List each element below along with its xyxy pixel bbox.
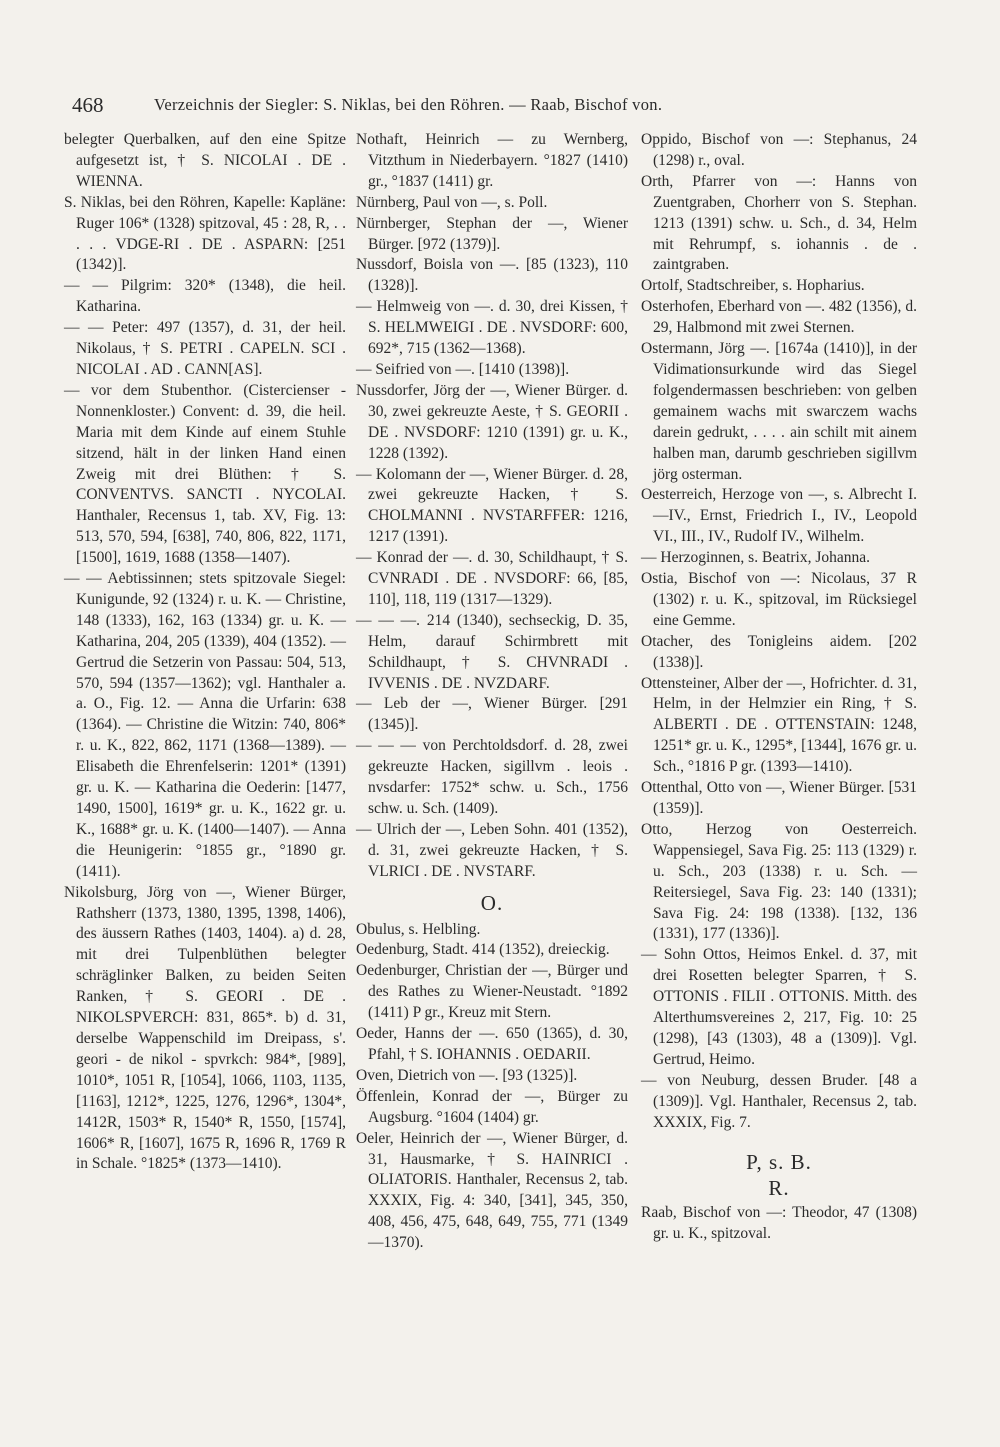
entry: Ottensteiner, Alber der —, Hofrichter. d. 31, Helm, in der Helmzier ein Ring, † S. ALBERTI . DE . OTTENSTAIN: 1248, 1251* gr. u. K., 1295*, [1344], 1676 gr. u. Sch., °1816 P gr. (1393—1410). <box>641 674 917 776</box>
entry: — Ulrich der —, Leben Sohn. 401 (1352), d. 31, zwei gekreuzte Hacken, † S. VLRICI . DE . NVSTARF. <box>356 820 628 880</box>
entry: Oeder, Hanns der —. 650 (1365), d. 30, Pfahl, † S. IOHANNIS . OEDARII. <box>356 1025 628 1063</box>
entry: Ottenthal, Otto von —, Wiener Bürger. [531 (1359)]. <box>641 779 917 817</box>
entry: Raab, Bischof von —: Theodor, 47 (1308) gr. u. K., spitzoval. <box>641 1204 917 1243</box>
entry: Osterhofen, Eberhard von —. 482 (1356), d. 29, Halbmond mit zwei Sternen. <box>641 298 917 337</box>
running-title: Verzeichnis der Siegler: S. Niklas, bei den Röhren. — Raab, Bischof von. <box>154 95 663 114</box>
entry: Otacher, des Tonigleins aidem. [202 (1338)]. <box>641 632 917 671</box>
section-heading: O. <box>480 890 504 915</box>
section-heading: R. <box>768 1176 790 1201</box>
page-number: 468 <box>72 93 104 117</box>
entry: — Konrad der —. d. 30, Schildhaupt, † S. CVNRADI . DE . NVSDORF: 66, [85, 110], 118, 119 (1317—1329). <box>356 549 628 608</box>
entry: Oedenburg, Stadt. 414 (1352), dreieckig. <box>356 941 610 959</box>
entry: — Leb der —, Wiener Bürger. [291 (1345)]. <box>356 695 628 734</box>
entry: — Kolomann der —, Wiener Bürger. d. 28, zwei gekreuzte Hacken, † S. CHOLMANNI . NVSTARFFER: 1216, 1217 (1391). <box>356 465 628 546</box>
entry: — — Aebtissinnen; stets spitzovale Siegel: Kunigunde, 92 (1324) r. u. K. — Christine, 148 (1333), 162, 163 (1334) gr. u. K. — Katharina, 204, 205 (1339), 404 (1352). — Gertrud die Setzerin von Passau: 504, 513, 570, 594 (1357—1362); vgl. Hanthaler a. a. O., Fig. 12. — Anna die Urfarin: 638 (1364). — Christine die Witzin: 740, 806* r. u. K., 822, 862, 1171 (1368—1389). — Elisabeth die Ehrenfelserin: 1201* (1391) gr. u. K. — Katharina die Oederin: [1477, 1490, 1500], 1619* gr. u. K., 1622 gr. u. K., 1688* gr. u. K. (1400—1407). — Anna die Heunigerin: °1855 gr., °1890 gr. (1411). <box>64 570 346 880</box>
column-right <box>641 130 917 1245</box>
entry: S. Niklas, bei den Röhren, Kapelle: Kapläne: Ruger 106* (1328) spitzoval, 45 : 28, R, . . . . . VDGE-RI . DE . ASPARN: [251 (1342)]. <box>64 193 346 274</box>
entry: Obulus, s. Helbling. <box>356 920 481 938</box>
entry: belegter Querbalken, auf den eine Spitze aufgesetzt ist, † S. NICOLAI . DE . WIENNA. <box>64 131 346 190</box>
entry: Oedenburger, Christian der —, Bürger und des Rathes zu Wiener-Neustadt. °1892 (1411) P gr., Kreuz mit Stern. <box>356 962 628 1022</box>
entry: — Herzoginnen, s. Beatrix, Johanna. <box>641 549 870 567</box>
entry: Öffenlein, Konrad der —, Bürger zu Augsburg. °1604 (1404) gr. <box>356 1087 628 1126</box>
page-header <box>72 93 902 117</box>
entry: — — Peter: 497 (1357), d. 31, der heil. Nikolaus, † S. PETRI . CAPELN. SCI . NICOLAI . AD . CANN[AS]. <box>64 319 346 378</box>
entry: Oesterreich, Herzoge von —, s. Albrecht I.—IV., Ernst, Friedrich I., IV., Leopold VI., III., IV., Rudolf IV., Wilhelm. <box>641 486 917 546</box>
entry: Orth, Pfarrer von —: Hanns von Zuentgraben, Chorherr von S. Stephan. 1213 (1391) schw. u. Sch., d. 34, Helm mit Rehrumpf, s. iohannis . de . zaintgraben. <box>641 172 917 274</box>
entry: Nikolsburg, Jörg von —, Wiener Bürger, Rathsherr (1373, 1380, 1395, 1398, 1406), des äussern Rathes (1403, 1404). a) d. 28, mit drei Tulpenblüthen belegter schräglinker Balken, zu beiden Seiten Ranken, † S. GEORI . DE . NIKOLSPVERCH: 831, 865*. b) d. 31, derselbe Wappenschild im Dreipass, s'. geori - de nikol - spvrkch: 984*, [989], 1010*, 1051 R, [1054], 1066, 1103, 1135, [1163], 1212*, 1225, 1276, 1296*, 1304*, 1412R, 1503* R, 1540* R, 1550, [1574], 1606* R, [1607], 1675 R, 1696 R, 1769 R in Schale. °1825* (1373—1410). <box>64 883 346 1173</box>
entry: — von Neuburg, dessen Bruder. [48 a (1309)]. Vgl. Hanthaler, Recensus 2, tab. XXXIX, Fig. 7. <box>641 1071 917 1131</box>
section-heading: P, s. B. <box>746 1149 812 1174</box>
entry: — — — von Perchtoldsdorf. d. 28, zwei gekreuzte Hacken, sigillvm . leois . nvsdarfer: 1752* schw. u. Sch., 1756 schw. u. Sch. (1409). <box>356 737 628 817</box>
entry: — — —. 214 (1340), sechseckig, D. 35, Helm, darauf Schirmbrett mit Schildhaupt, † S. CHVNRADI . IVVENIS . DE . NVZDARF. <box>356 611 628 692</box>
entry: — — Pilgrim: 320* (1348), die heil. Katharina. <box>64 277 346 316</box>
entry: Nürnberger, Stephan der —, Wiener Bürger. [972 (1379)]. <box>356 214 628 253</box>
entry: Ortolf, Stadtschreiber, s. Hopharius. <box>641 277 865 295</box>
entry: Oeler, Heinrich der —, Wiener Bürger, d. 31, Hausmarke, † S. HAINRICI . OLIATORIS. Hanthaler, Recensus 2, tab. XXXIX, Fig. 4: 340, [341], 345, 350, 408, 456, 475, 648, 649, 755, 771 (1349—1370). <box>356 1129 628 1252</box>
entry: Otto, Herzog von Oesterreich. Wappensiegel, Sava Fig. 25: 113 (1329) r. u. Sch., 203 (1338) r. u. Sch. — Reitersiegel, Sava Fig. 23: 140 (1331); Sava Fig. 24: 198 (1338). [132, 136 (1331), 177 (1336)]. <box>641 820 917 943</box>
entry: Nussdorf, Boisla von —. [85 (1323), 110 (1328)]. <box>356 256 628 295</box>
entry: Oven, Dietrich von —. [93 (1325)]. <box>356 1066 578 1084</box>
entry: Nothaft, Heinrich — zu Wernberg, Vitzthum in Niederbayern. °1827 (1410) gr., °1837 (1411) gr. <box>356 131 628 190</box>
entry: Ostia, Bischof von —: Nicolaus, 37 R (1302) r. u. K., spitzoval, im Rücksiegel eine Gemme. <box>641 570 917 629</box>
entry: — Helmweig von —. d. 30, drei Kissen, † S. HELMWEIGI . DE . NVSDORF: 600, 692*, 715 (1362—1368). <box>356 298 628 358</box>
entry: — vor dem Stubenthor. (Cistercienser - Nonnenkloster.) Convent: d. 39, die heil. Maria mit dem Kinde auf einem Stuhle sitzend, hält in der linken Hand einen Zweig mit drei Blüthen: † S. CONVENTVS. SANCTI . NYCOLAI. Hanthaler, Recensus 1, tab. XV, Fig. 13: 513, 570, 594, [638], 740, 806, 822, 1171, [1500], 1619, 1688 (1358—1407). <box>64 381 346 567</box>
entry: Oppido, Bischof von —: Stephanus, 24 (1298) r., oval. <box>641 131 917 169</box>
entry: Nussdorfer, Jörg der —, Wiener Bürger. d. 30, zwei gekreuzte Aeste, † S. GEORII . DE . NVSDORF: 1210 (1391) gr. u. K., 1228 (1392). <box>356 381 628 462</box>
entry: — Sohn Ottos, Heimos Enkel. d. 37, mit drei Rosetten belegter Sparren, † S. OTTONIS . FILII . OTTONIS. Mitth. des Alterthumsvereines 2, 217, Fig. 10: 25 (1298), [43 (1303), 48 a (1309)]. Vgl. Gertrud, Heimo. <box>641 946 917 1068</box>
entry: Ostermann, Jörg —. [1674a (1410)], in der Vidimationsurkunde wird das Siegel folgendermassen beschrieben: von gelben gemainem wachs mit swarczem wachs darein gedrukt, . . . . ain schilt mit ainem halben man, darumb geschrieben sigillvm jörg osterman. <box>641 340 917 483</box>
column-middle <box>356 130 628 1254</box>
entry: Nürnberg, Paul von —, s. Poll. <box>356 193 548 211</box>
entry: — Seifried von —. [1410 (1398)]. <box>356 360 570 378</box>
column-left <box>64 130 346 1175</box>
